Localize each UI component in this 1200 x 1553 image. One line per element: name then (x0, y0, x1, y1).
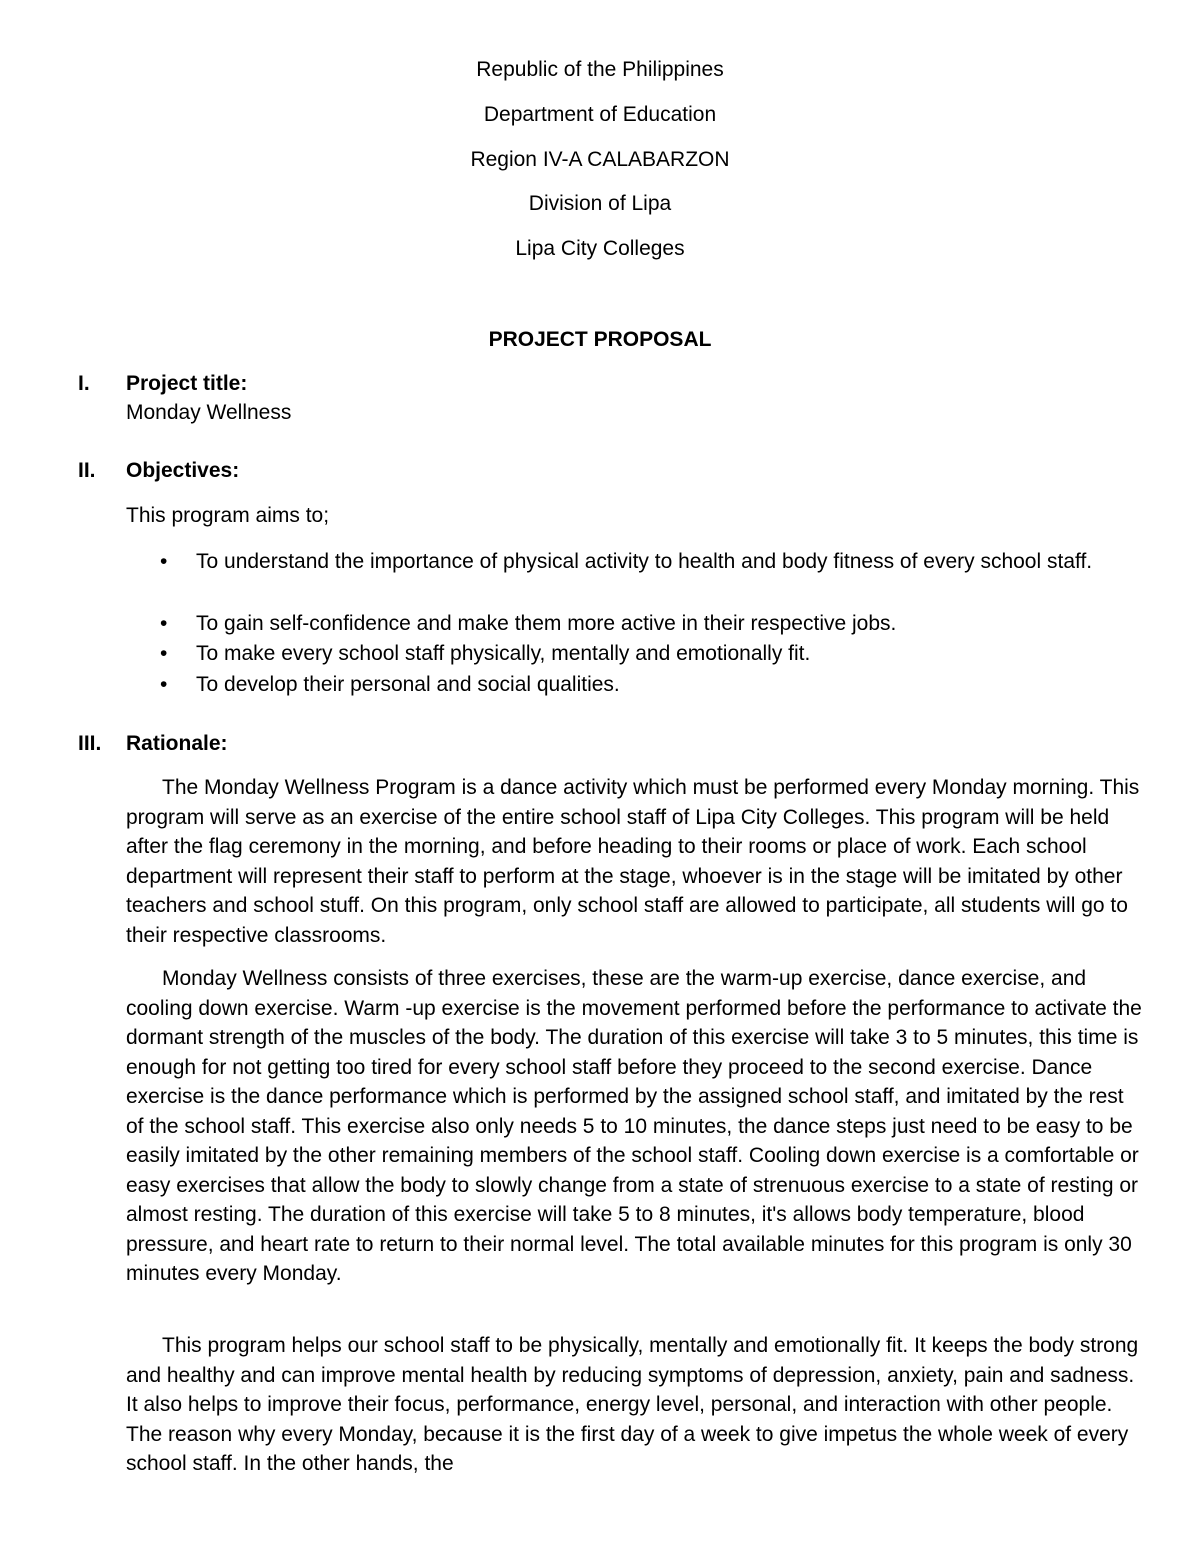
header-region: Region IV-A CALABARZON (470, 148, 730, 171)
bullet-icon: • (160, 642, 168, 665)
rationale-paragraph-2: Monday Wellness consists of three exercises, these are the warm-up exercise, dance exercise, and cooling down exercise. Warm -up exercise is the movement performed before the performance to activate the dormant strength of the muscles of the body. The duration of this exercise will take 3 to 5 minutes, this time is enough for not getting too tired for every school staff before they proceed to the second exercise. Dance exercise is the dance performance which is performed by the assigned school staff, and imitated by the rest of the school staff. This exercise also only needs 5 to 10 minutes, the dance steps just need to be easy to be easily imitated by the other remaining members of the school staff. Cooling down exercise is a comfortable or easy exercises that allow the body to slowly change from a state of strenuous exercise to a state of resting or almost resting. The duration of this exercise will take 5 to 8 minutes, it's allows body temperature, blood pressure, and heart rate to return to their normal level. The total available minutes for this program is only 30 minutes every Monday. (126, 967, 1142, 1285)
bullet-icon: • (160, 612, 168, 635)
bullet-icon: • (160, 673, 168, 696)
objectives-intro: This program aims to; (126, 504, 330, 527)
section-1-number: I. (78, 372, 90, 395)
section-3-number: III. (78, 732, 102, 755)
document-title: PROJECT PROPOSAL (488, 328, 712, 351)
header-republic: Republic of the Philippines (476, 58, 724, 81)
rationale-paragraph-3: This program helps our school staff to be physically, mentally and emotionally fit. It keeps the body strong and healthy and can improve mental health by reducing symptoms of depression, anxiety, pain and sadness. It also helps to improve their focus, performance, energy level, personal, and interaction with other people. The reason why every Monday, because it is the first day of a week to give impetus the whole week of every school staff. In the other hands, the (126, 1334, 1139, 1475)
list-item: To develop their personal and social qualities. (196, 673, 620, 696)
section-1-heading: Project title: (126, 372, 248, 395)
project-title-value: Monday Wellness (126, 401, 292, 424)
section-2-heading: Objectives: (126, 459, 240, 482)
list-item: To make every school staff physically, mentally and emotionally fit. (196, 642, 811, 665)
list-item: To gain self-confidence and make them more active in their respective jobs. (196, 612, 897, 635)
section-2-number: II. (78, 459, 96, 482)
bullet-icon: • (160, 550, 168, 573)
header-division: Division of Lipa (528, 192, 672, 215)
header-department: Department of Education (483, 103, 717, 126)
header-school: Lipa City Colleges (515, 237, 685, 260)
section-3-heading: Rationale: (126, 732, 228, 755)
list-item: To understand the importance of physical activity to health and body fitness of every school staff. (196, 550, 1093, 573)
rationale-paragraph-1: The Monday Wellness Program is a dance activity which must be performed every Monday morning. This program will serve as an exercise of the entire school staff of Lipa City Colleges. This program will be held after the flag ceremony in the morning, and before heading to their rooms or place of work. Each school department will represent their staff to perform at the stage, whoever is in the stage will be imitated by other teachers and school stuff. On this program, only school staff are allowed to participate, all students will go to their respective classrooms. (126, 776, 1140, 947)
